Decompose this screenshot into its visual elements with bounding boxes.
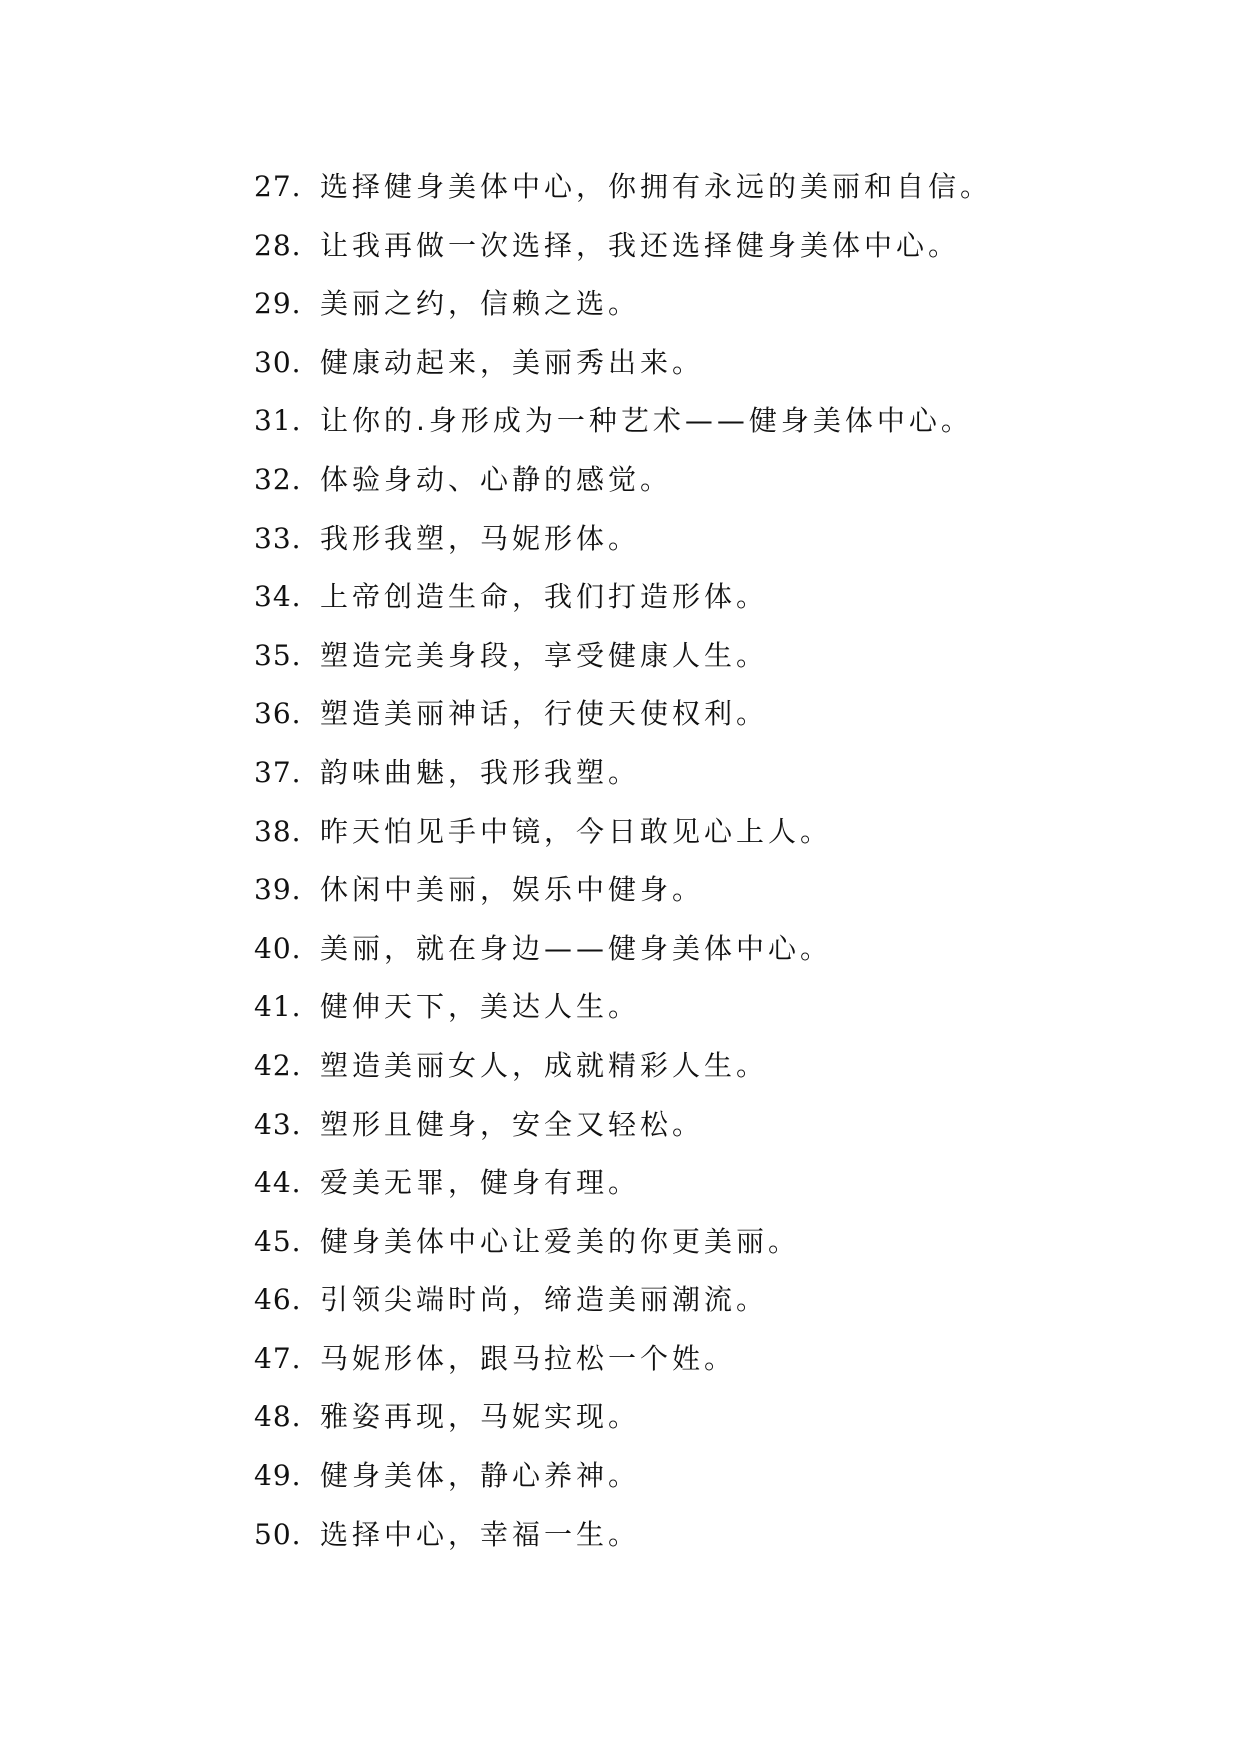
item-number: 49.: [254, 1459, 302, 1493]
list-item: [254, 275, 1154, 334]
item-text: 体验身动、心静的感觉。: [320, 462, 673, 496]
item-text: 让你的.身形成为一种艺术——健身美体中心。: [320, 404, 973, 438]
list-item: [254, 217, 1154, 276]
item-text: 休闲中美丽，娱乐中健身。: [320, 873, 705, 907]
item-text: 健身美体，静心养神。: [320, 1459, 641, 1493]
list-item: [254, 1037, 1154, 1096]
list-item: [254, 451, 1154, 510]
item-text: 昨天怕见手中镜，今日敢见心上人。: [320, 814, 833, 848]
list-item: [254, 803, 1154, 862]
item-number: 38.: [254, 814, 302, 848]
item-number: 33.: [254, 521, 302, 555]
item-text: 塑造美丽神话，行使天使权利。: [320, 697, 769, 731]
list-item: [254, 1506, 1154, 1565]
item-text: 上帝创造生命，我们打造形体。: [320, 580, 769, 614]
item-number: 35.: [254, 638, 302, 672]
list-item: [254, 627, 1154, 686]
list-item: [254, 685, 1154, 744]
item-number: 28.: [254, 228, 302, 262]
item-number: 29.: [254, 287, 302, 321]
item-text: 塑形且健身，安全又轻松。: [320, 1107, 705, 1141]
list-item: [254, 568, 1154, 627]
list-item: [254, 1330, 1154, 1389]
item-number: 30.: [254, 345, 302, 379]
item-text: 雅姿再现，马妮实现。: [320, 1400, 641, 1434]
item-text: 引领尖端时尚，缔造美丽潮流。: [320, 1283, 769, 1317]
item-number: 48.: [254, 1400, 302, 1434]
item-text: 健康动起来，美丽秀出来。: [320, 345, 705, 379]
item-number: 45.: [254, 1224, 302, 1258]
item-text: 选择健身美体中心，你拥有永远的美丽和自信。: [320, 170, 993, 203]
list-item: [254, 1388, 1154, 1447]
item-text: 塑造美丽女人，成就精彩人生。: [320, 1048, 769, 1082]
item-text: 韵味曲魅，我形我塑。: [320, 755, 641, 789]
item-text: 选择中心，幸福一生。: [320, 1517, 641, 1551]
item-number: 31.: [254, 404, 302, 438]
item-text: 健身美体中心让爱美的你更美丽。: [320, 1224, 801, 1258]
list-item: [254, 978, 1154, 1037]
item-number: 50.: [254, 1517, 302, 1551]
item-number: 34.: [254, 580, 302, 614]
item-number: 36.: [254, 697, 302, 731]
item-number: 44.: [254, 1166, 302, 1200]
list-item: [254, 334, 1154, 393]
item-text: 让我再做一次选择，我还选择健身美体中心。: [320, 228, 961, 262]
item-number: 37.: [254, 755, 302, 789]
item-text: 我形我塑，马妮形体。: [320, 521, 641, 555]
item-number: 39.: [254, 873, 302, 907]
item-number: 42.: [254, 1048, 302, 1082]
item-number: 43.: [254, 1107, 302, 1141]
item-text: 爱美无罪，健身有理。: [320, 1166, 641, 1200]
item-text: 塑造完美身段，享受健康人生。: [320, 638, 769, 672]
item-number: 46.: [254, 1283, 302, 1317]
item-text: 马妮形体，跟马拉松一个姓。: [320, 1341, 737, 1375]
list-item: [254, 861, 1154, 920]
item-number: 40.: [254, 931, 302, 965]
list-item: [254, 1096, 1154, 1155]
item-number: 32.: [254, 462, 302, 496]
list-item: [254, 392, 1154, 451]
list-item: [254, 920, 1154, 979]
list-item: [254, 1271, 1154, 1330]
item-number: 27.: [254, 170, 302, 203]
item-text: 美丽之约，信赖之选。: [320, 287, 641, 321]
list-item: [254, 1447, 1154, 1506]
list-item: [254, 1154, 1154, 1213]
item-number: 47.: [254, 1341, 302, 1375]
item-text: 美丽，就在身边——健身美体中心。: [320, 931, 833, 965]
list-item: [254, 158, 1154, 217]
item-number: 41.: [254, 990, 302, 1024]
list-item: [254, 510, 1154, 569]
item-text: 健伸天下，美达人生。: [320, 990, 641, 1024]
list-item: [254, 1213, 1154, 1272]
slogan-list: [254, 158, 1154, 1564]
list-item: [254, 744, 1154, 803]
